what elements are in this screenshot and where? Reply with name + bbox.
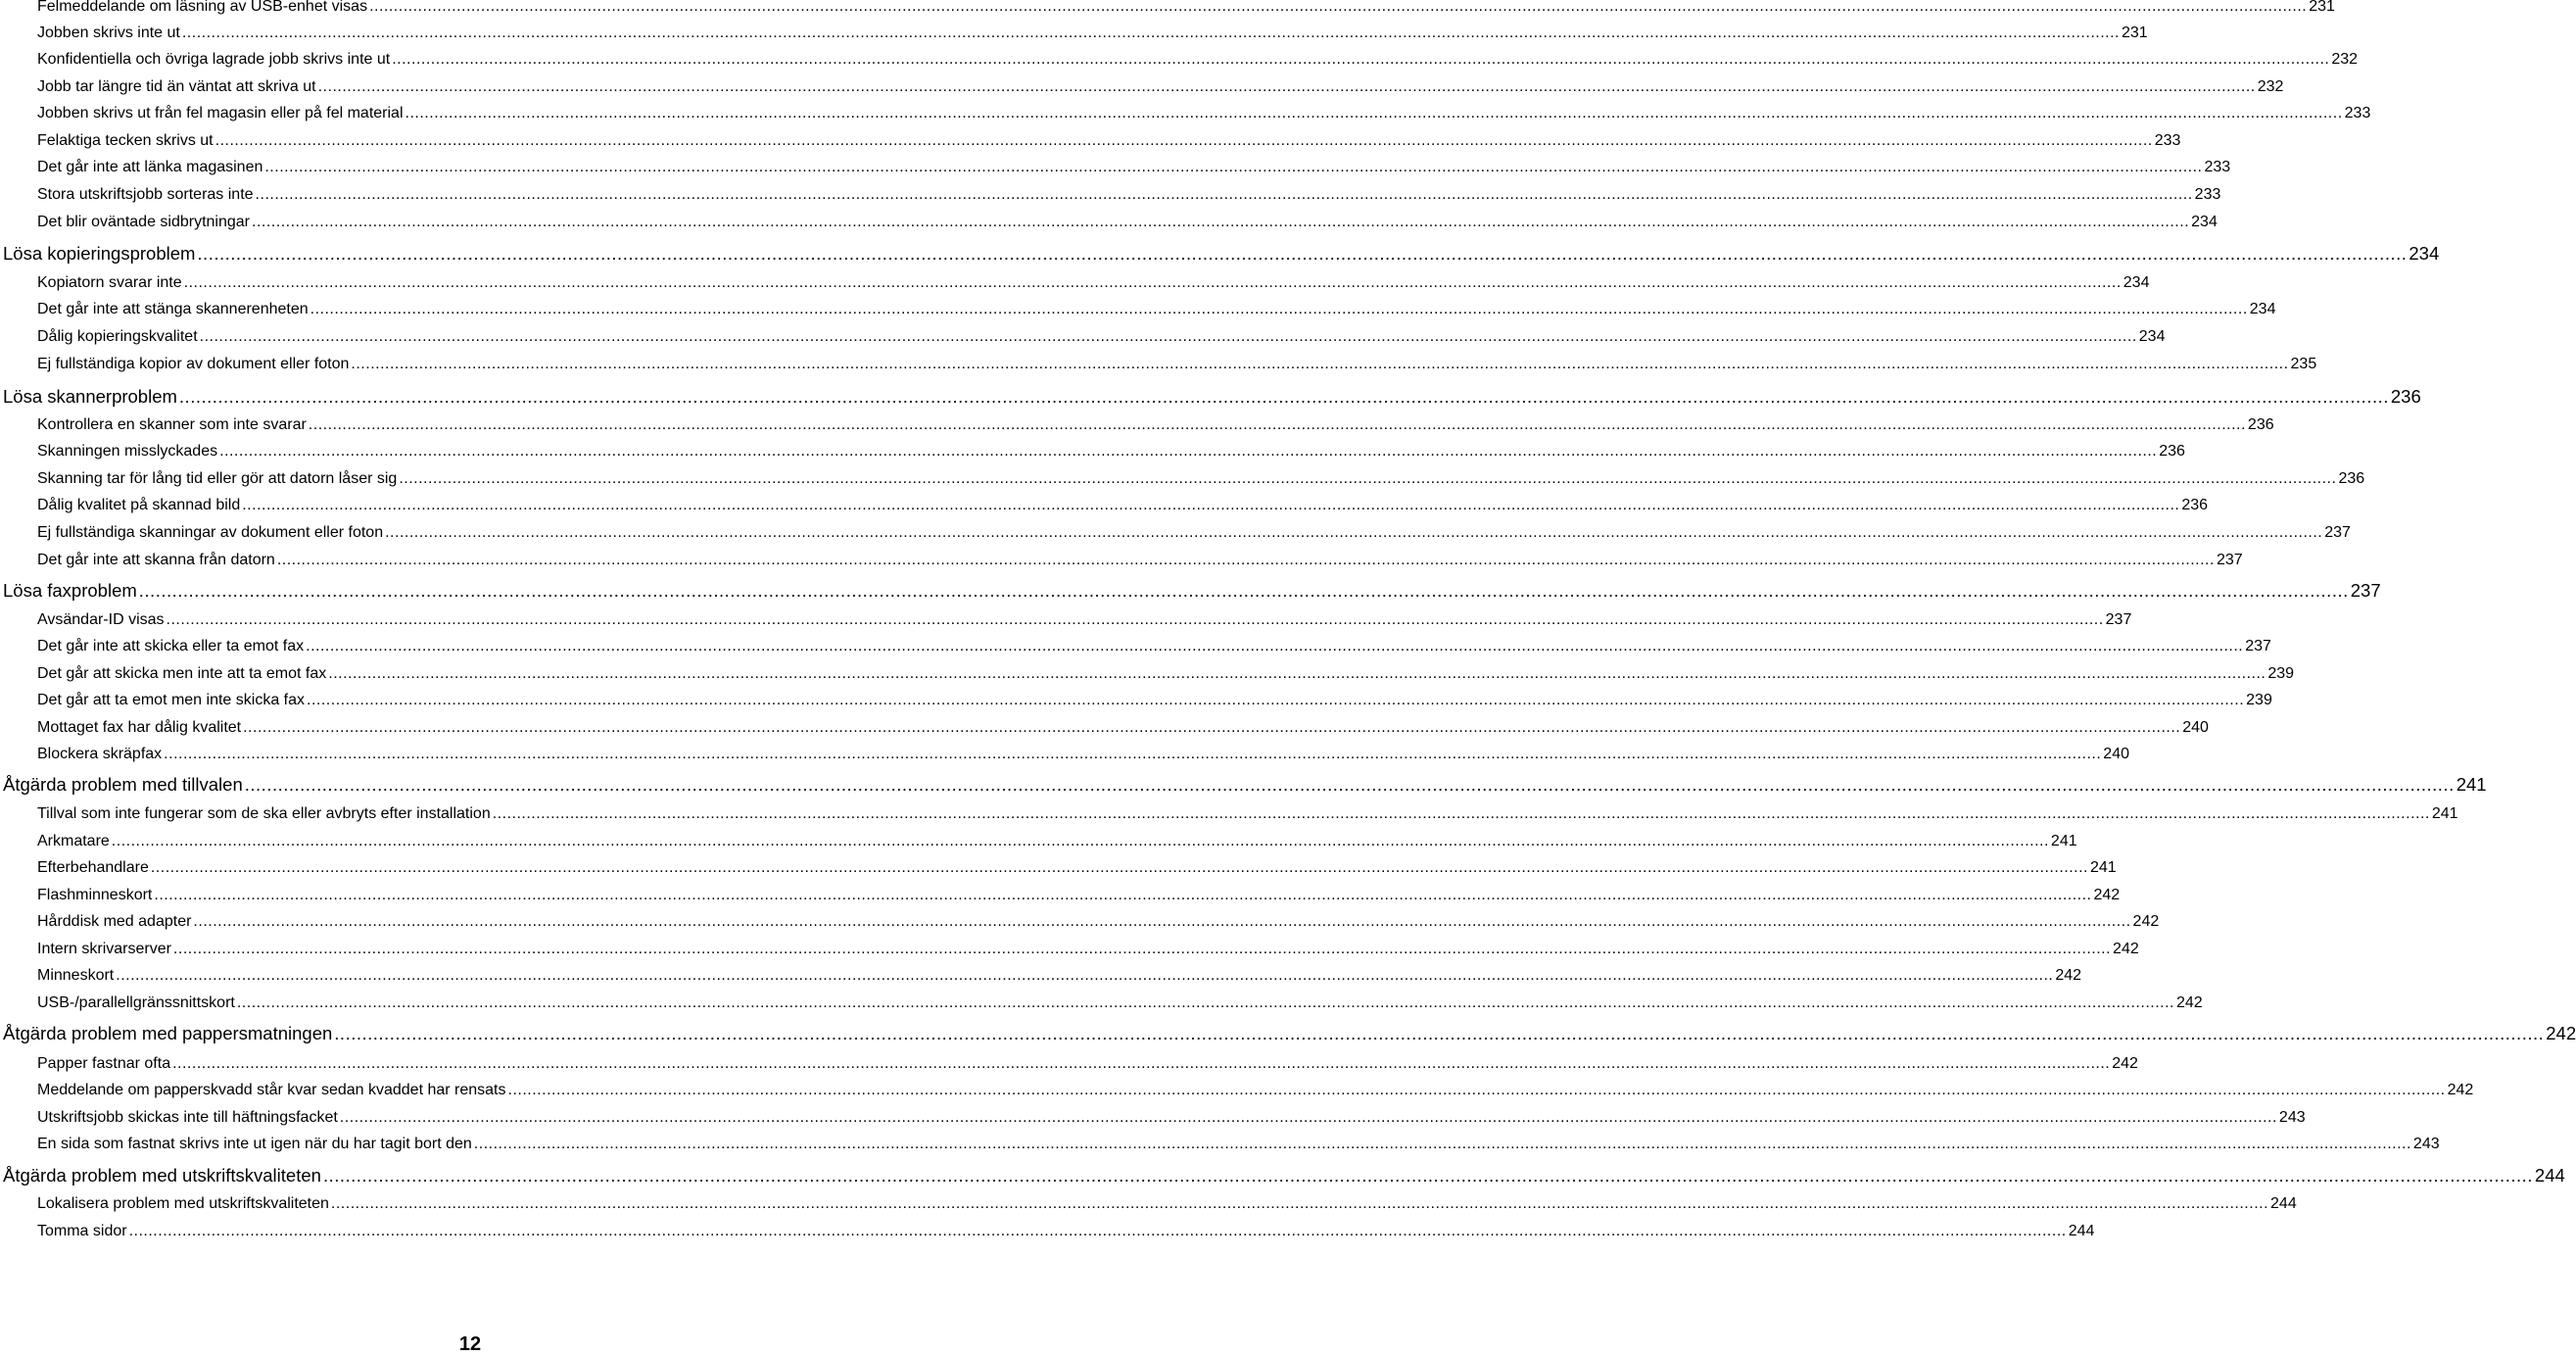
toc-entry-page-number: 233 bbox=[2344, 105, 2371, 121]
toc-entry-title: Skanning tar för lång tid eller gör att datorn låser sig bbox=[37, 470, 398, 487]
toc-entry-title: Ej fullständiga kopior av dokument eller foton bbox=[37, 356, 350, 372]
dot-leader: ................................................................................................................................................................................................................................................................................................................................................................................................................ bbox=[236, 994, 2174, 1011]
toc-entry-page-number: 237 bbox=[2350, 580, 2381, 601]
toc-entry-title: Det går inte att skanna från datorn bbox=[37, 552, 275, 568]
toc-entry-page-number: 236 bbox=[2159, 443, 2185, 460]
dot-leader: ................................................................................................................................................................................................................................................................................................................................................................................................................ bbox=[473, 1136, 2411, 1152]
toc-entry-title: Papper fastnar ofta bbox=[37, 1055, 171, 1072]
dot-leader: ................................................................................................................................................................................................................................................................................................................................................................................................................ bbox=[243, 719, 2181, 736]
dot-leader: ................................................................................................................................................................................................................................................................................................................................................................................................................ bbox=[183, 274, 2122, 291]
toc-entry-title: Det går att skicka men inte att ta emot fax bbox=[37, 665, 327, 682]
toc-entry-title: Minneskort bbox=[37, 967, 115, 984]
toc-entry-page-number: 237 bbox=[2105, 611, 2132, 628]
dot-leader: ................................................................................................................................................................................................................................................................................................................................................................................................................ bbox=[330, 1195, 2269, 1212]
toc-entry[interactable] bbox=[37, 524, 2351, 542]
dot-leader: ................................................................................................................................................................................................................................................................................................................................................................................................................ bbox=[307, 692, 2245, 708]
toc-entry-page-number: 241 bbox=[2456, 774, 2487, 795]
toc-entry-page-number: 242 bbox=[2055, 967, 2082, 984]
toc-entry-page-number: 236 bbox=[2390, 386, 2421, 407]
toc-entry[interactable] bbox=[37, 416, 2274, 434]
toc-entry-title: Dålig kvalitet på skannad bild bbox=[37, 497, 241, 513]
toc-entry-page-number: 241 bbox=[2431, 805, 2458, 822]
toc-entry[interactable] bbox=[37, 105, 2371, 122]
toc-entry[interactable] bbox=[37, 1055, 2138, 1073]
toc-entry-page-number: 233 bbox=[2194, 186, 2221, 203]
toc-entry-title: Meddelande om papperskvadd står kvar sedan kvaddet har rensats bbox=[37, 1082, 506, 1098]
toc-entry-page-number: 243 bbox=[2412, 1136, 2440, 1152]
dot-leader: ................................................................................................................................................................................................................................................................................................................................................................................................................ bbox=[507, 1082, 2446, 1098]
dot-leader: ................................................................................................................................................................................................................................................................................................................................................................................................................ bbox=[369, 0, 2308, 15]
toc-entry-title: Åtgärda problem med pappersmatningen bbox=[3, 1023, 333, 1043]
toc-entry[interactable] bbox=[37, 1136, 2440, 1153]
toc-entry[interactable] bbox=[37, 746, 2129, 763]
toc-entry-page-number: 237 bbox=[2324, 524, 2351, 541]
toc-entry-title: Flashminneskort bbox=[37, 887, 153, 903]
toc-entry-page-number: 234 bbox=[2249, 301, 2276, 317]
toc-entry[interactable] bbox=[37, 638, 2271, 655]
toc-entry-title: Ej fullständiga skanningar av dokument eller foton bbox=[37, 524, 384, 541]
toc-entry-page-number: 242 bbox=[2175, 994, 2203, 1011]
toc-entry-page-number: 242 bbox=[2113, 941, 2139, 957]
toc-entry-page-number: 236 bbox=[2181, 497, 2209, 513]
dot-leader: ................................................................................................................................................................................................................................................................................................................................................................................................................ bbox=[339, 1109, 2277, 1126]
toc-entry-title: Jobben skrivs inte ut bbox=[37, 24, 180, 41]
toc-entry-title: Felaktiga tecken skrivs ut bbox=[37, 132, 214, 149]
toc-entry-title: Åtgärda problem med utskriftskvaliteten bbox=[3, 1165, 321, 1186]
toc-entry[interactable] bbox=[37, 833, 2077, 850]
toc-entry-title: Konfidentiella och övriga lagrade jobb skrivs inte ut bbox=[37, 51, 391, 68]
toc-entry[interactable] bbox=[37, 913, 2160, 931]
toc-entry[interactable] bbox=[37, 887, 2121, 904]
toc-entry-title: En sida som fastnat skrivs inte ut igen när du har tagit bort den bbox=[37, 1136, 472, 1152]
toc-section-entry[interactable] bbox=[3, 580, 2381, 602]
dot-leader: ................................................................................................................................................................................................................................................................................................................................................................................................................ bbox=[492, 805, 2430, 822]
toc-entry-page-number: 242 bbox=[2132, 913, 2160, 930]
toc-entry-page-number: 234 bbox=[2409, 243, 2440, 264]
toc-entry[interactable] bbox=[37, 859, 2117, 877]
toc-entry-page-number: 236 bbox=[2247, 416, 2274, 433]
page-number: 12 bbox=[458, 1333, 482, 1355]
toc-entry[interactable] bbox=[37, 356, 2317, 373]
toc-entry-page-number: 239 bbox=[2246, 692, 2272, 708]
toc-entry[interactable] bbox=[37, 214, 2218, 231]
toc-entry-page-number: 244 bbox=[2270, 1195, 2297, 1212]
toc-entry[interactable] bbox=[37, 0, 2335, 16]
dot-leader: ................................................................................................................................................................................................................................................................................................................................................................................................................ bbox=[138, 580, 2349, 601]
dot-leader: ................................................................................................................................................................................................................................................................................................................................................................................................................ bbox=[111, 833, 2049, 849]
dot-leader: ................................................................................................................................................................................................................................................................................................................................................................................................................ bbox=[351, 356, 2289, 372]
toc-entry-page-number: 242 bbox=[2093, 887, 2121, 903]
toc-entry[interactable] bbox=[37, 1223, 2095, 1240]
dot-leader: ................................................................................................................................................................................................................................................................................................................................................................................................................ bbox=[197, 243, 2408, 264]
toc-entry-page-number: 242 bbox=[2546, 1023, 2576, 1043]
toc-entry-title: Kopiatorn svarar inte bbox=[37, 274, 182, 291]
toc-section-entry[interactable] bbox=[3, 1165, 2565, 1186]
dot-leader: ................................................................................................................................................................................................................................................................................................................................................................................................................ bbox=[154, 887, 2092, 903]
toc-entry-title: Det går inte att stänga skannerenheten bbox=[37, 301, 309, 317]
toc-entry[interactable] bbox=[37, 719, 2209, 737]
toc-entry-page-number: 237 bbox=[2245, 638, 2271, 654]
toc-entry[interactable] bbox=[37, 1082, 2474, 1099]
toc-entry[interactable] bbox=[37, 301, 2276, 318]
toc-entry-title: Dålig kopieringskvalitet bbox=[37, 328, 198, 345]
dot-leader: ................................................................................................................................................................................................................................................................................................................................................................................................................ bbox=[306, 638, 2244, 654]
dot-leader: ................................................................................................................................................................................................................................................................................................................................................................................................................ bbox=[199, 328, 2137, 345]
toc-entry-title: Intern skrivarserver bbox=[37, 941, 171, 957]
dot-leader: ................................................................................................................................................................................................................................................................................................................................................................................................................ bbox=[334, 1023, 2545, 1043]
dot-leader: ................................................................................................................................................................................................................................................................................................................................................................................................................ bbox=[276, 552, 2215, 568]
dot-leader: ................................................................................................................................................................................................................................................................................................................................................................................................................ bbox=[215, 132, 2153, 149]
toc-entry[interactable] bbox=[37, 443, 2185, 460]
toc-entry-page-number: 244 bbox=[2534, 1165, 2565, 1186]
toc-entry[interactable] bbox=[37, 132, 2181, 150]
toc-entry-title: Avsändar-ID visas bbox=[37, 611, 165, 628]
toc-entry-page-number: 234 bbox=[2123, 274, 2150, 291]
toc-entry-page-number: 231 bbox=[2121, 24, 2148, 41]
toc-entry[interactable] bbox=[37, 24, 2148, 42]
toc-entry-title: Jobben skrivs ut från fel magasin eller på fel material bbox=[37, 105, 404, 121]
toc-entry-title: Skanningen misslyckades bbox=[37, 443, 218, 460]
dot-leader: ................................................................................................................................................................................................................................................................................................................................................................................................................ bbox=[178, 386, 2389, 407]
toc-section-entry[interactable] bbox=[3, 774, 2487, 796]
toc-entry-title: Hårddisk med adapter bbox=[37, 913, 192, 930]
toc-entry-title: Felmeddelande om läsning av USB-enhet visas bbox=[37, 0, 368, 15]
toc-entry-page-number: 241 bbox=[2089, 859, 2117, 876]
toc-entry-title: Utskriftsjobb skickas inte till häftningsfacket bbox=[37, 1109, 338, 1126]
toc-entry[interactable] bbox=[37, 78, 2284, 96]
toc-entry-page-number: 242 bbox=[2112, 1055, 2138, 1072]
toc-entry-page-number: 233 bbox=[2154, 132, 2181, 149]
toc-entry-page-number: 237 bbox=[2216, 552, 2243, 568]
toc-entry-title: Åtgärda problem med tillvalen bbox=[3, 774, 243, 795]
dot-leader: ................................................................................................................................................................................................................................................................................................................................................................................................................ bbox=[193, 913, 2131, 930]
dot-leader: ................................................................................................................................................................................................................................................................................................................................................................................................................ bbox=[308, 416, 2246, 433]
toc-entry-title: Det går att ta emot men inte skicka fax bbox=[37, 692, 306, 708]
toc-entry-page-number: 239 bbox=[2267, 665, 2295, 682]
toc-entry[interactable] bbox=[37, 611, 2132, 629]
toc-entry[interactable] bbox=[37, 1109, 2306, 1127]
toc-section-entry[interactable] bbox=[3, 1023, 2576, 1044]
toc-entry-title: Stora utskriftsjobb sorteras inte bbox=[37, 186, 254, 203]
toc-entry[interactable] bbox=[37, 941, 2139, 958]
toc-entry-page-number: 240 bbox=[2182, 719, 2209, 736]
toc-entry[interactable] bbox=[37, 967, 2082, 985]
toc-entry-page-number: 231 bbox=[2309, 0, 2335, 15]
dot-leader: ................................................................................................................................................................................................................................................................................................................................................................................................................ bbox=[244, 774, 2455, 795]
dot-leader: ................................................................................................................................................................................................................................................................................................................................................................................................................ bbox=[405, 105, 2343, 121]
toc-entry-page-number: 232 bbox=[2331, 51, 2359, 68]
toc-entry-title: Jobb tar längre tid än väntat att skriva ut bbox=[37, 78, 316, 95]
toc-entry-title: Mottaget fax har dålig kvalitet bbox=[37, 719, 242, 736]
toc-entry-title: Blockera skräpfax bbox=[37, 746, 163, 762]
toc-entry[interactable] bbox=[37, 665, 2295, 683]
toc-entry-page-number: 232 bbox=[2257, 78, 2284, 95]
toc-entry-page-number: 244 bbox=[2068, 1223, 2095, 1239]
toc-entry-title: Det blir oväntade sidbrytningar bbox=[37, 214, 251, 230]
dot-leader: ................................................................................................................................................................................................................................................................................................................................................................................................................ bbox=[322, 1165, 2533, 1186]
dot-leader: ................................................................................................................................................................................................................................................................................................................................................................................................................ bbox=[219, 443, 2158, 460]
toc-entry-page-number: 233 bbox=[2204, 159, 2231, 175]
toc-entry-page-number: 234 bbox=[2191, 214, 2218, 230]
toc-entry-page-number: 236 bbox=[2338, 470, 2365, 487]
toc-entry-page-number: 242 bbox=[2447, 1082, 2474, 1098]
toc-entry-page-number: 241 bbox=[2050, 833, 2077, 849]
toc-entry[interactable] bbox=[37, 328, 2166, 346]
toc-entry-title: Lösa kopieringsproblem bbox=[3, 243, 196, 264]
toc-entry-title: Efterbehandlare bbox=[37, 859, 149, 876]
dot-leader: ................................................................................................................................................................................................................................................................................................................................................................................................................ bbox=[172, 941, 2112, 957]
toc-entry[interactable] bbox=[37, 552, 2243, 569]
toc-entry-page-number: 243 bbox=[2278, 1109, 2306, 1126]
dot-leader: ................................................................................................................................................................................................................................................................................................................................................................................................................ bbox=[310, 301, 2248, 317]
dot-leader: ................................................................................................................................................................................................................................................................................................................................................................................................................ bbox=[399, 470, 2337, 487]
toc-entry[interactable] bbox=[37, 497, 2209, 514]
toc-entry-title: Lokalisera problem med utskriftskvaliteten bbox=[37, 1195, 329, 1212]
toc-entry-page-number: 235 bbox=[2290, 356, 2317, 372]
dot-leader: ................................................................................................................................................................................................................................................................................................................................................................................................................ bbox=[392, 51, 2330, 68]
toc-entry-title: Arkmatare bbox=[37, 833, 110, 849]
toc-entry-page-number: 234 bbox=[2138, 328, 2166, 345]
toc-section-entry[interactable] bbox=[3, 243, 2440, 265]
toc-entry-title: Kontrollera en skanner som inte svarar bbox=[37, 416, 307, 433]
toc-entry[interactable] bbox=[37, 805, 2458, 823]
dot-leader: ................................................................................................................................................................................................................................................................................................................................................................................................................ bbox=[166, 611, 2104, 628]
toc-entry-title: Lösa faxproblem bbox=[3, 580, 137, 601]
toc-entry[interactable] bbox=[37, 692, 2272, 709]
toc-entry[interactable] bbox=[37, 994, 2203, 1012]
dot-leader: ................................................................................................................................................................................................................................................................................................................................................................................................................ bbox=[172, 1055, 2111, 1072]
toc-entry[interactable] bbox=[37, 186, 2221, 204]
dot-leader: ................................................................................................................................................................................................................................................................................................................................................................................................................ bbox=[150, 859, 2088, 876]
dot-leader: ................................................................................................................................................................................................................................................................................................................................................................................................................ bbox=[242, 497, 2180, 513]
dot-leader: ................................................................................................................................................................................................................................................................................................................................................................................................................ bbox=[385, 524, 2323, 541]
toc-entry-title: USB-/parallellgränssnittskort bbox=[37, 994, 235, 1011]
toc-entry-title: Det går inte att skicka eller ta emot fax bbox=[37, 638, 305, 654]
toc-entry-title: Lösa skannerproblem bbox=[3, 386, 177, 407]
toc-entry-title: Tomma sidor bbox=[37, 1223, 127, 1239]
dot-leader: ................................................................................................................................................................................................................................................................................................................................................................................................................ bbox=[128, 1223, 2067, 1239]
toc-entry[interactable] bbox=[37, 470, 2365, 488]
toc-entry-title: Tillval som inte fungerar som de ska eller avbryts efter installation bbox=[37, 805, 491, 822]
dot-leader: ................................................................................................................................................................................................................................................................................................................................................................................................................ bbox=[181, 24, 2120, 41]
dot-leader: ................................................................................................................................................................................................................................................................................................................................................................................................................ bbox=[317, 78, 2256, 95]
toc-entry[interactable] bbox=[37, 51, 2359, 69]
dot-leader: ................................................................................................................................................................................................................................................................................................................................................................................................................ bbox=[116, 967, 2054, 984]
dot-leader: ................................................................................................................................................................................................................................................................................................................................................................................................................ bbox=[328, 665, 2266, 682]
toc-entry-page-number: 240 bbox=[2103, 746, 2129, 762]
toc-entry[interactable] bbox=[37, 1195, 2297, 1213]
dot-leader: ................................................................................................................................................................................................................................................................................................................................................................................................................ bbox=[255, 186, 2193, 203]
toc-entry[interactable] bbox=[37, 159, 2231, 176]
dot-leader: ................................................................................................................................................................................................................................................................................................................................................................................................................ bbox=[252, 214, 2190, 230]
toc-entry[interactable] bbox=[37, 274, 2150, 292]
toc-section-entry[interactable] bbox=[3, 386, 2421, 408]
toc-entry-title: Det går inte att länka magasinen bbox=[37, 159, 263, 175]
dot-leader: ................................................................................................................................................................................................................................................................................................................................................................................................................ bbox=[264, 159, 2203, 175]
dot-leader: ................................................................................................................................................................................................................................................................................................................................................................................................................ bbox=[164, 746, 2102, 762]
